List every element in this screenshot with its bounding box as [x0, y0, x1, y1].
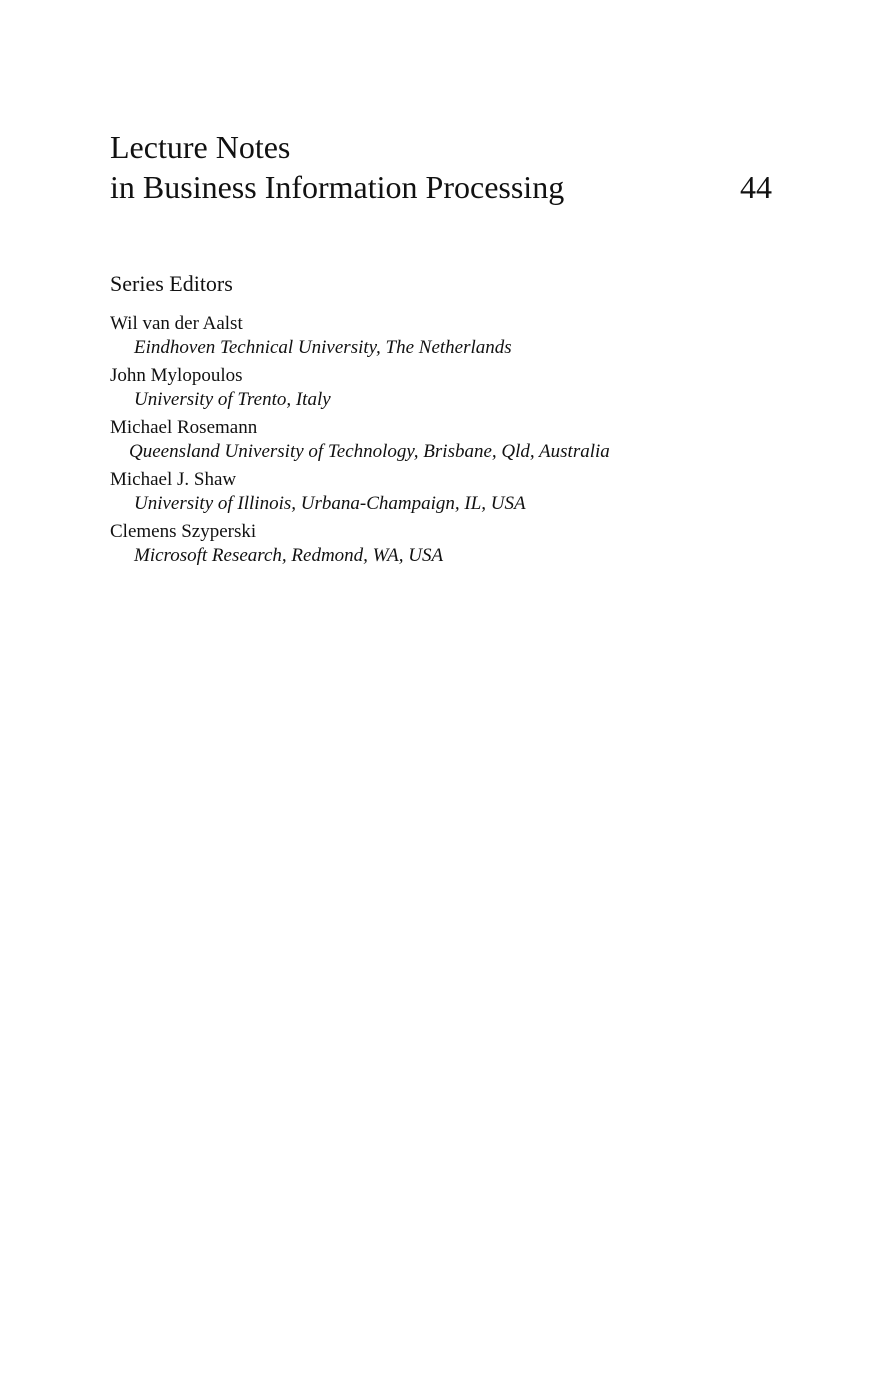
- editor-affiliation: Microsoft Research, Redmond, WA, USA: [134, 545, 444, 566]
- series-title-line-1: Lecture Notes: [110, 129, 291, 165]
- editor-affiliation: University of Trento, Italy: [134, 389, 331, 410]
- series-title: [110, 127, 780, 207]
- editor-name: Wil van der Aalst: [110, 313, 243, 334]
- editor-entry: [110, 312, 810, 360]
- editor-affiliation: University of Illinois, Urbana-Champaign, IL, USA: [134, 493, 526, 514]
- editor-name: Michael J. Shaw: [110, 469, 237, 490]
- editor-affiliation: Queensland University of Technology, Brisbane, Qld, Australia: [129, 441, 610, 462]
- editor-name: Clemens Szyperski: [110, 521, 257, 542]
- series-editors-heading: Series Editors: [110, 271, 233, 296]
- editor-name: John Mylopoulos: [110, 365, 243, 386]
- series-editors-list: [110, 312, 810, 572]
- editor-affiliation: Eindhoven Technical University, The Netherlands: [134, 337, 512, 358]
- editor-entry: [110, 520, 810, 568]
- editor-name: Michael Rosemann: [110, 417, 258, 438]
- series-title-line-2: in Business Information Processing: [110, 169, 565, 205]
- editor-entry: [110, 468, 810, 516]
- volume-number: 44: [740, 169, 772, 205]
- editor-entry: [110, 416, 810, 464]
- editor-entry: [110, 364, 810, 412]
